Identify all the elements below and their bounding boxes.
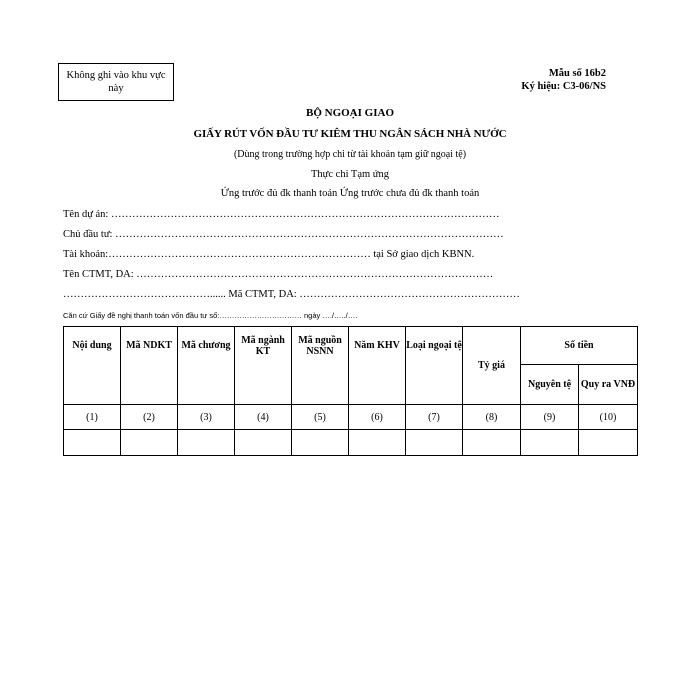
header-original-currency: Nguyên tệ bbox=[521, 365, 579, 405]
header-ndkt: Mã NDKT bbox=[121, 327, 178, 365]
header-sector: Mã ngành KT bbox=[235, 327, 292, 365]
column-number: (4) bbox=[235, 405, 292, 430]
ministry-name: BỘ NGOẠI GIAO bbox=[305, 107, 394, 119]
header-chapter: Mã chương bbox=[178, 327, 235, 365]
column-number: (10) bbox=[579, 405, 638, 430]
column-number-row bbox=[64, 405, 638, 430]
form-symbol: Ký hiệu: C3-06/NS bbox=[521, 81, 606, 92]
column-number: (7) bbox=[406, 405, 463, 430]
table-cell[interactable] bbox=[521, 430, 579, 456]
document-subtitle: (Dùng trong trường hợp chi từ tài khoản tạm giữ ngoại tệ) bbox=[233, 149, 467, 160]
document-title: GIẤY RÚT VỐN ĐẦU TƯ KIÊM THU NGÂN SÁCH NHÀ NƯỚC bbox=[193, 128, 507, 140]
form-model-number: Mẫu số 16b2 bbox=[548, 68, 606, 79]
header-currency-spacer bbox=[406, 365, 463, 405]
payment-type-options: Thực chi Tạm ứng bbox=[311, 169, 389, 180]
account-line: Tài khoản:………………………………………………………………… tại Sở giao dịch KBNN. bbox=[63, 249, 475, 260]
header-year: Năm KHV bbox=[349, 327, 406, 365]
table-cell[interactable] bbox=[64, 430, 121, 456]
table-cell[interactable] bbox=[178, 430, 235, 456]
empty-data-row bbox=[64, 430, 638, 456]
header-content-spacer bbox=[64, 365, 121, 405]
column-number: (5) bbox=[292, 405, 349, 430]
table-cell[interactable] bbox=[463, 430, 521, 456]
form-code-block bbox=[521, 67, 606, 93]
table-cell[interactable] bbox=[349, 430, 406, 456]
column-number: (9) bbox=[521, 405, 579, 430]
not-write-area-text: Không ghi vào khu vực này bbox=[66, 70, 166, 94]
header-amount: Số tiền bbox=[521, 327, 638, 365]
investor-line: Chủ đầu tư: ………………………………………………………………………………………………… bbox=[63, 229, 504, 240]
header-source: Mã nguồn NSNN bbox=[292, 327, 349, 365]
header-rate: Tỷ giá bbox=[463, 327, 521, 405]
not-write-area-box bbox=[58, 63, 174, 101]
table-cell[interactable] bbox=[579, 430, 638, 456]
table-cell[interactable] bbox=[121, 430, 178, 456]
header-currency-type: Loại ngoại tệ bbox=[406, 327, 463, 365]
header-sector-spacer bbox=[235, 365, 292, 405]
header-content: Nội dung bbox=[64, 327, 121, 365]
header-source-spacer bbox=[292, 365, 349, 405]
header-chapter-spacer bbox=[178, 365, 235, 405]
column-number: (3) bbox=[178, 405, 235, 430]
table-cell[interactable] bbox=[406, 430, 463, 456]
program-code-line: ……………………………………...... Mã CTMT, DA: ……………………………………………………… bbox=[63, 289, 520, 300]
table-cell[interactable] bbox=[235, 430, 292, 456]
header-vnd: Quy ra VNĐ bbox=[579, 365, 638, 405]
disbursement-table bbox=[63, 326, 638, 456]
column-number: (6) bbox=[349, 405, 406, 430]
header-ndkt-spacer bbox=[121, 365, 178, 405]
column-number: (2) bbox=[121, 405, 178, 430]
table-cell[interactable] bbox=[292, 430, 349, 456]
program-name-line: Tên CTMT, DA: ………………………………………………………………………………………… bbox=[63, 269, 494, 280]
advance-type-options: Ứng trước đủ đk thanh toán Ứng trước chưa đủ đk thanh toán bbox=[220, 188, 480, 199]
header-year-spacer bbox=[349, 365, 406, 405]
payment-request-basis: Căn cứ Giấy đề nghị thanh toán vốn đầu tư số:…………………………… ngày …./…../…. bbox=[63, 311, 358, 320]
column-number: (8) bbox=[463, 405, 521, 430]
project-name-line: Tên dự án: ………………………………………………………………………………………………… bbox=[63, 209, 500, 220]
column-number: (1) bbox=[64, 405, 121, 430]
